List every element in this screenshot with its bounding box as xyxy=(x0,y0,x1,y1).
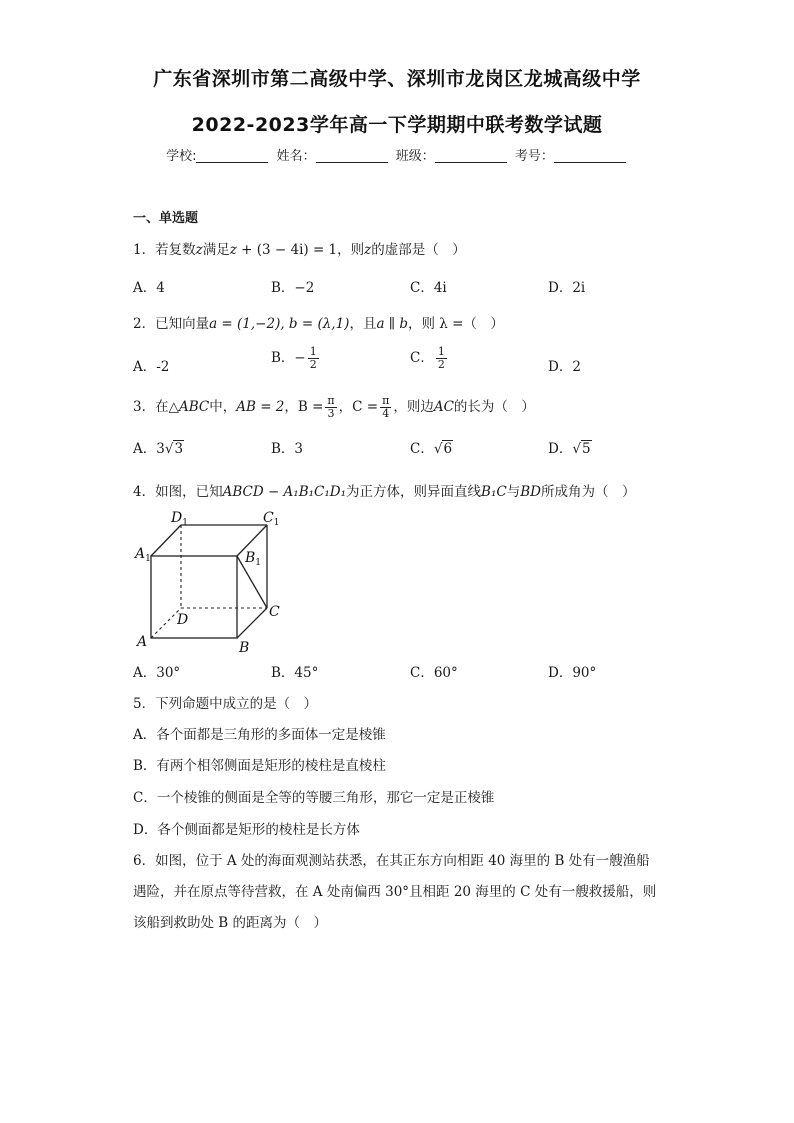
q1-then: ，则 xyxy=(337,242,365,258)
q3-c-den: 4 xyxy=(382,407,390,420)
cube-figure xyxy=(133,508,293,662)
question-3-stem xyxy=(133,395,535,420)
q5-option-c[interactable]: C．一个棱锥的侧面是全等的等腰三角形，那它一定是正棱锥 xyxy=(133,790,495,806)
question-2-stem xyxy=(133,312,504,332)
q3-ab: AB = 2 xyxy=(236,399,285,415)
q4-option-a[interactable]: A．30° xyxy=(133,665,181,681)
q5-option-b[interactable]: B．有两个相邻侧面是矩形的棱柱是直棱柱 xyxy=(133,758,386,774)
q1-expr-a: z xyxy=(229,242,237,258)
question-5-stem: 5．下列命题中成立的是（ ） xyxy=(133,696,318,712)
q3-c-num: π xyxy=(382,394,390,407)
exam-title-line2: 2022-2023学年高一下学期期中联考数学试题 xyxy=(191,114,603,136)
student-info-row xyxy=(0,145,794,164)
q2-option-d[interactable]: D．2 xyxy=(548,359,581,375)
question-6-line2: 遇险，并在原点等待营救，在 A 处南偏西 30°且相距 20 海里的 C 处有一艘救援船，则 xyxy=(133,884,657,900)
q2-option-c-fraction xyxy=(436,346,447,371)
section-heading: 一、单选题 xyxy=(133,211,199,226)
question-6-line3: 该船到救助处 B 的距离为（ ） xyxy=(133,915,328,931)
q3-ac: AC xyxy=(433,399,454,415)
q1-expr-b: + (3 − 4i) = 1 xyxy=(236,242,338,258)
q3-option-b[interactable]: B．3 xyxy=(271,441,304,457)
question-6-line1: 6．如图，位于 A 处的海面观测站获悉，在其正东方向相距 40 海里的 B 处有一艘渔船 xyxy=(133,853,650,869)
q4-and: 与 xyxy=(506,484,521,500)
cube-diagram xyxy=(133,508,293,658)
label-d: D xyxy=(177,612,189,628)
label-b1: $B_1$ xyxy=(245,550,262,568)
name-label: 姓名： xyxy=(276,149,316,164)
q2-b-den: 2 xyxy=(309,358,317,371)
q3-b-eq: ，B = xyxy=(284,399,324,415)
q1-var2: z xyxy=(364,242,372,258)
name-blank[interactable] xyxy=(316,148,388,163)
q3-option-d-label: D． xyxy=(548,441,573,457)
q3-mid1: 中， xyxy=(209,399,237,415)
q3-option-c-radicand: 6 xyxy=(443,441,453,457)
q4-cube: ABCD − A₁B₁C₁D₁ xyxy=(222,484,347,500)
q3-tail: ，则边 xyxy=(393,399,434,415)
q3-option-c-label: C． xyxy=(410,441,434,457)
class-blank[interactable] xyxy=(435,148,507,163)
q1-tail: 的虚部是（ ） xyxy=(371,242,466,258)
q4-line1: B₁C xyxy=(481,484,507,500)
cube-front-face xyxy=(151,556,237,638)
q4-option-d[interactable]: D．90° xyxy=(548,665,597,681)
q3-end: 的长为（ ） xyxy=(453,399,535,415)
q5-option-a[interactable]: A．各个面都是三角形的多面体一定是棱锥 xyxy=(133,727,386,743)
label-a: A xyxy=(137,634,148,650)
class-label: 班级： xyxy=(395,149,435,164)
q2-option-b-fraction xyxy=(308,346,319,371)
q4-mid: 为正方体，则异面直线 xyxy=(346,484,482,500)
q3-b-num: π xyxy=(327,394,335,407)
q2-b-num: 1 xyxy=(309,345,317,358)
question-4-stem xyxy=(133,480,635,500)
q2-option-c-label: C． xyxy=(410,350,434,366)
q1-var: z xyxy=(195,242,203,258)
q5-option-d[interactable]: D．各个侧面都是矩形的棱柱是长方体 xyxy=(133,822,360,838)
q1-option-b[interactable]: B．−2 xyxy=(271,280,315,296)
q2-prefix: 2．已知向量 xyxy=(133,316,210,332)
q1-prefix: 1．若复数 xyxy=(133,242,196,258)
exam-no-blank[interactable] xyxy=(554,148,626,163)
q3-b-den: 3 xyxy=(327,407,335,420)
q2-option-b[interactable] xyxy=(271,346,321,371)
exam-no-label: 考号： xyxy=(514,149,554,164)
q3-c-fraction xyxy=(380,395,391,420)
q3-triangle: △ABC xyxy=(168,399,210,415)
q4-option-b[interactable]: B．45° xyxy=(271,665,319,681)
q2-option-b-label: B．− xyxy=(271,350,306,366)
label-d1: $D_1$ xyxy=(171,510,188,528)
q3-option-a-label: A．3 xyxy=(133,441,165,457)
q4-prefix: 4．如图，已知 xyxy=(133,484,223,500)
q1-mid: 满足 xyxy=(202,242,230,258)
q3-c-eq: ，C = xyxy=(338,399,379,415)
q4-tail: 所成角为（ ） xyxy=(540,484,636,500)
q4-option-c[interactable]: C．60° xyxy=(410,665,458,681)
q2-option-a[interactable]: A．-2 xyxy=(133,359,170,375)
q2-condition: a ∥ b xyxy=(376,316,408,332)
q4-line2: BD xyxy=(520,484,541,500)
edge-a1-d1 xyxy=(151,525,181,556)
q3-option-a[interactable]: A．3√3 xyxy=(133,441,184,457)
label-a1: $A_1$ xyxy=(135,546,151,564)
q3-option-c[interactable]: C．√6 xyxy=(410,441,453,457)
q2-mid: ，且 xyxy=(349,316,377,332)
q2-vectors: a = (1,−2), b = (λ,1) xyxy=(209,316,350,332)
label-b: B xyxy=(239,640,250,656)
label-c1: $C_1$ xyxy=(263,510,280,528)
edge-b-c xyxy=(237,608,267,638)
school-blank[interactable] xyxy=(196,148,268,163)
q3-option-d-radicand: 5 xyxy=(581,441,591,457)
q3-b-fraction xyxy=(325,395,336,420)
question-1-stem xyxy=(133,238,466,258)
q2-c-num: 1 xyxy=(437,345,445,358)
q2-option-c[interactable] xyxy=(410,346,449,371)
q1-option-c[interactable]: C．4i xyxy=(410,280,447,296)
q1-option-d[interactable]: D．2i xyxy=(548,280,586,296)
q3-option-a-radicand: 3 xyxy=(174,441,184,457)
q3-option-d[interactable]: D．√5 xyxy=(548,441,591,457)
q2-c-den: 2 xyxy=(437,358,445,371)
q1-option-a[interactable]: A．4 xyxy=(133,280,165,296)
q3-prefix: 3．在 xyxy=(133,399,169,415)
exam-title-line1: 广东省深圳市第二高级中学、深圳市龙岗区龙城高级中学 xyxy=(153,68,641,90)
school-label: 学校: xyxy=(166,149,197,164)
label-c: C xyxy=(269,604,280,620)
q2-tail: ，则 λ =（ ） xyxy=(407,316,504,332)
